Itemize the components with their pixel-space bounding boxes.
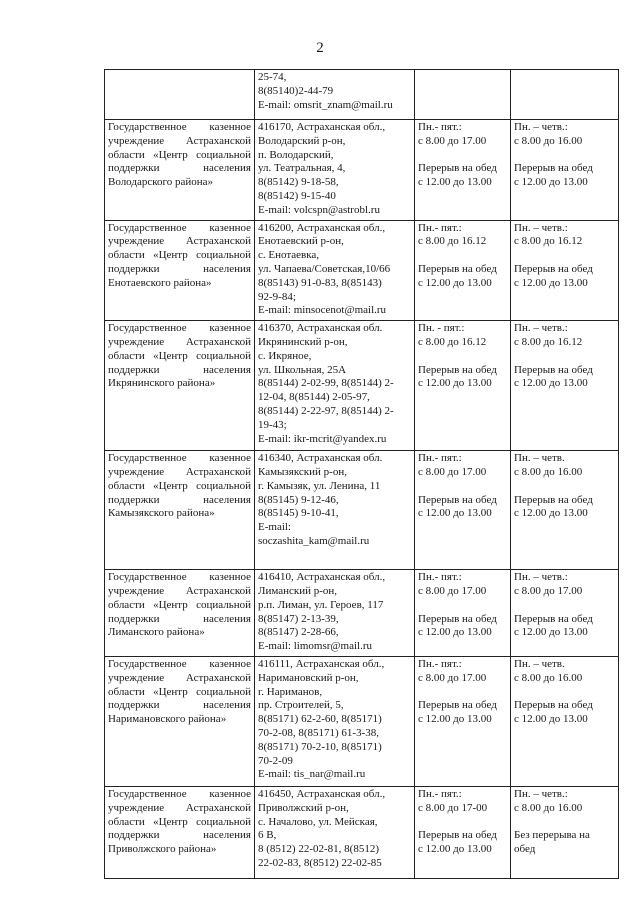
address-line: 70-2-08, 8(85171) 61-3-38, — [258, 726, 379, 739]
schedule-mon-fri — [415, 120, 511, 221]
schedule-hours: с 8.00 до 16.12 — [514, 335, 583, 348]
schedule-break-label: Перерыв на обед — [418, 699, 497, 712]
address-line: Икрянинский р-он, — [258, 335, 348, 348]
institutions-table — [104, 69, 619, 879]
organization-name — [105, 70, 255, 120]
schedule-hours: с 8.00 до 17.00 — [418, 584, 487, 597]
schedule-days: Пн.- пят.: — [418, 121, 462, 133]
schedule-hours: с 8.00 до 16.12 — [514, 235, 583, 248]
organization-name: Государственное казенное учреждение Астраханской области «Центр социальной поддержки населения Наримановского района» — [105, 656, 255, 786]
schedule-mon-thu — [511, 321, 619, 451]
schedule-days: Пн. – четв. — [514, 452, 565, 465]
address-line: 8(85142) 9-15-40 — [258, 189, 336, 202]
address-line: 416170, Астраханская обл., — [258, 121, 386, 133]
schedule-days: Пн.- пят.: — [418, 657, 462, 670]
address-line: п. Володарский, — [258, 148, 334, 161]
address-line: 8(85144) 2-22-97, 8(85144) 2- — [258, 404, 394, 417]
schedule-mon-thu — [511, 120, 619, 221]
email-address: E-mail: omsrit_znam@mail.ru — [258, 98, 393, 111]
contact-cell — [255, 570, 415, 657]
schedule-mon-thu — [511, 786, 619, 878]
address-line: 416340, Астраханская обл. — [258, 452, 383, 465]
schedule-days: Пн. – четв. — [514, 657, 565, 670]
schedule-hours: с 8.00 до 16.00 — [514, 134, 583, 147]
schedule-mon-fri — [415, 70, 511, 120]
schedule-mon-thu — [511, 451, 619, 570]
schedule-days: Пн. – четв.: — [514, 121, 568, 133]
schedule-hours: с 8.00 до 17.00 — [418, 671, 487, 684]
schedule-break-label: Перерыв на обед — [514, 363, 593, 376]
schedule-break-hours: с 12.00 до 13.00 — [418, 626, 492, 639]
schedule-days: Пн. – четв.: — [514, 787, 568, 800]
address-line: ул. Школьная, 25А — [258, 363, 347, 376]
address-line: Приволжский р-он, — [258, 801, 349, 814]
schedule-break-hours: с 12.00 до 13.00 — [514, 377, 588, 390]
address-line: г. Нариманов, — [258, 685, 323, 698]
schedule-days: Пн. - пят.: — [418, 322, 465, 335]
contact-cell — [255, 120, 415, 221]
email-address: soczashita_kam@mail.ru — [258, 534, 370, 547]
schedule-days: Пн.- пят.: — [418, 452, 462, 465]
schedule-mon-fri — [415, 451, 511, 570]
schedule-break-label: Перерыв на обед — [514, 162, 593, 175]
address-line: 8(85147) 2-13-39, — [258, 612, 339, 625]
schedule-hours: с 8.00 до 17-00 — [418, 801, 488, 814]
address-line: с. Енотаевка, — [258, 249, 320, 262]
schedule-hours: с 8.00 до 16.00 — [514, 801, 583, 814]
schedule-hours: с 8.00 до 16.00 — [514, 671, 583, 684]
schedule-mon-fri — [415, 656, 511, 786]
address-line: 12-04, 8(85144) 2-05-97, — [258, 391, 370, 404]
organization-name: Государственное казенное учреждение Астраханской области «Центр социальной поддержки населения Володарского района» — [105, 120, 255, 221]
schedule-days: Пн. – четв.: — [514, 221, 568, 234]
schedule-break-hours: с 12.00 до 13.00 — [514, 276, 588, 289]
schedule-days: Пн.- пят.: — [418, 571, 462, 584]
email-address: E-mail: ikr-mcrit@yandex.ru — [258, 432, 387, 445]
contact-cell — [255, 70, 415, 120]
address-line: Наримановский р-он, — [258, 671, 359, 684]
address-line: 8(85145) 9-12-46, — [258, 493, 339, 506]
address-line: 8(85140)2-44-79 — [258, 84, 334, 97]
address-line: 8 (8512) 22-02-81, 8(8512) — [258, 843, 379, 856]
schedule-mon-fri — [415, 570, 511, 657]
schedule-days: Пн. – четв.: — [514, 571, 568, 584]
schedule-mon-thu — [511, 70, 619, 120]
address-line: ул. Театральная, 4, — [258, 162, 346, 175]
schedule-hours: с 8.00 до 17.00 — [418, 134, 487, 147]
schedule-break-label: Перерыв на обед — [514, 493, 593, 506]
contact-cell — [255, 786, 415, 878]
contact-cell — [255, 656, 415, 786]
schedule-mon-thu — [511, 570, 619, 657]
table-row — [105, 321, 619, 451]
address-line: ул. Чапаева/Советская,10/66 — [258, 262, 391, 275]
schedule-mon-fri — [415, 220, 511, 321]
table-row — [105, 570, 619, 657]
address-line: 22-02-83, 8(8512) 22-02-85 — [258, 856, 382, 869]
schedule-break-label: Перерыв на обед — [514, 699, 593, 712]
email-address: E-mail: tis_nar@mail.ru — [258, 768, 366, 781]
address-line: 8(85142) 9-18-58, — [258, 176, 339, 189]
address-line: 19-43; — [258, 418, 287, 431]
address-line: 6 В, — [258, 829, 277, 842]
schedule-break-label: Перерыв на обед — [418, 363, 497, 376]
address-line: 416410, Астраханская обл., — [258, 571, 386, 584]
schedule-hours: с 8.00 до 16.12 — [418, 235, 487, 248]
schedule-mon-fri — [415, 786, 511, 878]
table-row — [105, 451, 619, 570]
address-line: 70-2-09 — [258, 754, 293, 767]
schedule-days: Пн. – четв.: — [514, 322, 568, 335]
organization-name: Государственное казенное учреждение Астраханской области «Центр социальной поддержки населения Енотаевского района» — [105, 220, 255, 321]
schedule-break-hours: с 12.00 до 13.00 — [418, 713, 492, 726]
contact-cell — [255, 220, 415, 321]
address-line: 416111, Астраханская обл., — [258, 657, 385, 670]
table-row — [105, 220, 619, 321]
schedule-break-hours: с 12.00 до 13.00 — [514, 626, 588, 639]
schedule-break-hours: с 12.00 до 13.00 — [418, 843, 492, 856]
address-line: с. Икряное, — [258, 349, 312, 362]
schedule-break-label: Перерыв на обед — [418, 162, 497, 175]
address-line: 8(85147) 2-28-66, — [258, 626, 339, 639]
table-row — [105, 120, 619, 221]
address-line: 8(85171) 70-2-10, 8(85171) — [258, 740, 382, 753]
address-line: 8(85171) 62-2-60, 8(85171) — [258, 713, 382, 726]
table-row — [105, 656, 619, 786]
schedule-days: Пн.- пят.: — [418, 787, 462, 800]
schedule-break-label: Без перерыва на — [514, 829, 590, 842]
address-line: 25-74, — [258, 71, 287, 83]
address-line: пр. Строителей, 5, — [258, 699, 344, 712]
schedule-days: Пн.- пят.: — [418, 221, 462, 234]
schedule-break-hours: с 12.00 до 13.00 — [418, 377, 492, 390]
address-line: г. Камызяк, ул. Ленина, 11 — [258, 479, 381, 492]
organization-name: Государственное казенное учреждение Астраханской области «Центр социальной поддержки населения Камызякского района» — [105, 451, 255, 570]
address-line: 416370, Астраханская обл. — [258, 322, 383, 335]
schedule-break-hours: с 12.00 до 13.00 — [514, 176, 588, 189]
address-line: Енотаевский р-он, — [258, 235, 344, 248]
address-line: с. Началово, ул. Мейская, — [258, 815, 378, 828]
page-number: 2 — [316, 40, 324, 56]
address-line: р.п. Лиман, ул. Героев, 117 — [258, 598, 384, 611]
schedule-hours: с 8.00 до 16.00 — [514, 465, 583, 478]
schedule-break-label: Перерыв на обед — [418, 829, 497, 842]
schedule-break-hours: с 12.00 до 13.00 — [418, 176, 492, 189]
email-address: E-mail: limomsr@mail.ru — [258, 640, 373, 653]
address-line: 416200, Астраханская обл., — [258, 221, 386, 234]
address-line: Лиманский р-он, — [258, 584, 338, 597]
contact-cell — [255, 451, 415, 570]
organization-name: Государственное казенное учреждение Астраханской области «Центр социальной поддержки населения Икрянинского района» — [105, 321, 255, 451]
contact-cell — [255, 321, 415, 451]
schedule-break-hours: с 12.00 до 13.00 — [514, 713, 588, 726]
schedule-hours: с 8.00 до 16.12 — [418, 335, 487, 348]
address-line: 92-9-84; — [258, 290, 296, 303]
address-line: 8(85145) 9-10-41, — [258, 507, 339, 520]
address-line: 8(85143) 91-0-83, 8(85143) — [258, 276, 382, 289]
schedule-mon-thu — [511, 656, 619, 786]
schedule-break-label: Перерыв на обед — [514, 262, 593, 275]
email-address: E-mail: minsocenot@mail.ru — [258, 304, 387, 317]
schedule-mon-fri — [415, 321, 511, 451]
schedule-break-hours: обед — [514, 843, 536, 856]
schedule-hours: с 8.00 до 17.00 — [418, 465, 487, 478]
address-line: 416450, Астраханская обл., — [258, 787, 386, 800]
schedule-break-label: Перерыв на обед — [418, 612, 497, 625]
schedule-break-label: Перерыв на обед — [418, 262, 497, 275]
address-line: Камызякский р-он, — [258, 465, 347, 478]
email-address: E-mail: volcspn@astrobl.ru — [258, 203, 380, 216]
schedule-break-hours: с 12.00 до 13.00 — [418, 507, 492, 520]
schedule-mon-thu — [511, 220, 619, 321]
schedule-break-hours: с 12.00 до 13.00 — [418, 276, 492, 289]
schedule-break-label: Перерыв на обед — [418, 493, 497, 506]
table-row — [105, 70, 619, 120]
schedule-hours: с 8.00 до 17.00 — [514, 584, 583, 597]
address-line: E-mail: — [258, 521, 291, 534]
table-row — [105, 786, 619, 878]
organization-name: Государственное казенное учреждение Астраханской области «Центр социальной поддержки населения Лиманского района» — [105, 570, 255, 657]
address-line: 8(85144) 2-02-99, 8(85144) 2- — [258, 377, 394, 390]
schedule-break-label: Перерыв на обед — [514, 612, 593, 625]
schedule-break-hours: с 12.00 до 13.00 — [514, 507, 588, 520]
organization-name: Государственное казенное учреждение Астраханской области «Центр социальной поддержки населения Приволжского района» — [105, 786, 255, 878]
address-line: Володарский р-он, — [258, 134, 346, 147]
